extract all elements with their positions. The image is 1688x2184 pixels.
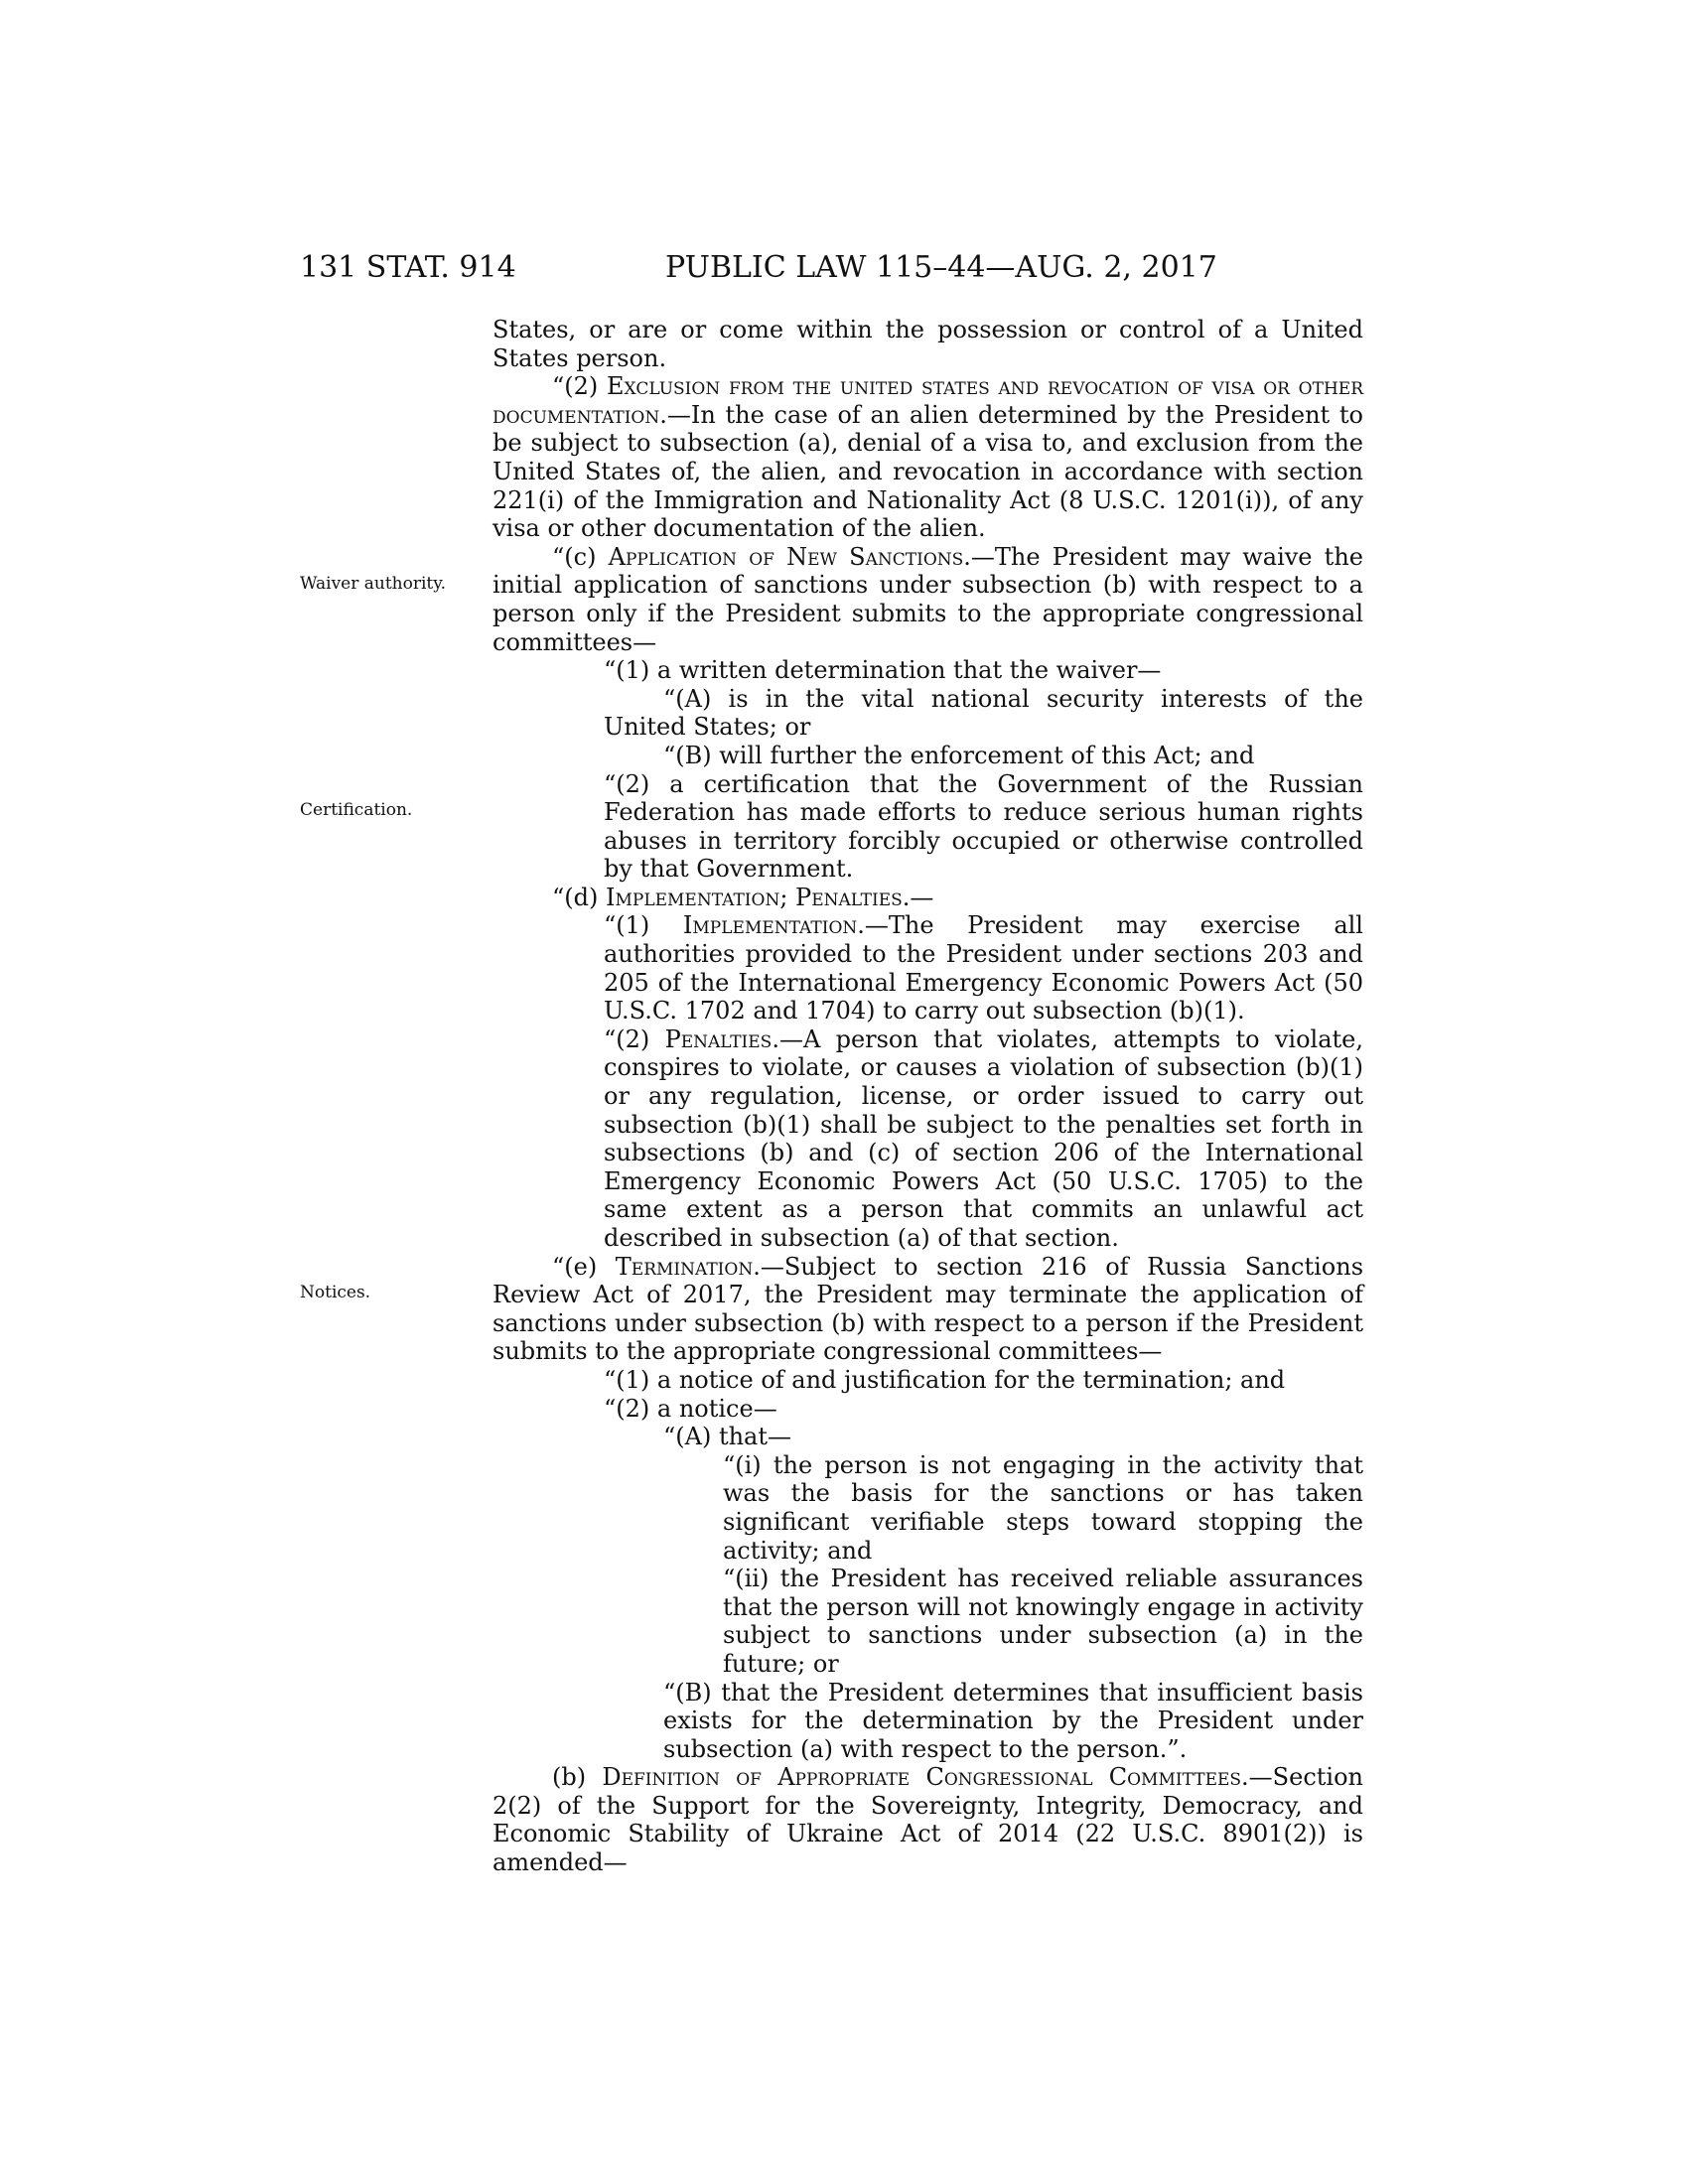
section-heading: Penalties — [664, 1024, 773, 1053]
section-heading: Application of New Sanctions — [608, 542, 964, 571]
page-header-law-title: PUBLIC LAW 115–44—AUG. 2, 2017 — [665, 250, 1217, 285]
section-heading: Definition of Appropriate Congressional Committees — [602, 1763, 1242, 1792]
paragraph: “(1) a written determination that the waiver— — [604, 656, 1162, 685]
section-heading: Exclusion from the united states and revocation of visa or other documentation — [492, 372, 1363, 429]
paragraph: “(2) a certification that the Government of the Russian Federation has made efforts to reduce serious human rights abuses in territory forcibly occupied or otherwise controlled by that Government. — [604, 769, 1363, 884]
section-heading: Implementation — [682, 911, 858, 940]
margin-note-certification: Certification. — [300, 800, 413, 820]
body-text — [492, 316, 1363, 1877]
margin-note-waiver: Waiver authority. — [300, 574, 447, 594]
paragraph: “(B) that the President determines that insufficient basis exists for the determination by the President under subsection (a) with respect to the person.”. — [663, 1678, 1363, 1763]
paragraph: “(A) is in the vital national security interests of the United States; or — [604, 684, 1363, 742]
paragraph: “(2) Exclusion from the united states and revocation of visa or other documentation.—In the case of an alien determined by the President to be subject to subsection (a), denial of a visa to, and exclusion from the United States of, the alien, and revocation in accordance with section 221(i) of the Immigration and Nationality Act (8 U.S.C. 1201(i)), of any visa or other documentation of the alien. — [492, 372, 1363, 543]
paragraph: “(A) that— — [663, 1423, 792, 1451]
paragraph: “(1) Implementation.—The President may exercise all authorities provided to the President under sections 203 and 205 of the International Emergency Economic Powers Act (50 U.S.C. 1702 and 1704) to carry out subsection (b)(1). — [604, 911, 1363, 1025]
paragraph: “(1) a notice of and justification for the termination; and — [604, 1365, 1286, 1394]
paragraph: (b) Definition of Appropriate Congressional Committees.—Section 2(2) of the Support for the Sovereignty, Integrity, Democracy, and Economic Stability of Ukraine Act of 2014 (22 U.S.C. 8901(2)) is amended— — [492, 1763, 1363, 1877]
section-heading: Implementation; Penalties — [606, 883, 903, 911]
paragraph: “(ii) the President has received reliable assurances that the person will not knowingly engage in activity subject to sanctions under subsection (a) in the future; or — [723, 1565, 1363, 1678]
paragraph: “(2) a notice— — [604, 1394, 777, 1423]
paragraph: “(c) Application of New Sanctions.—The President may waive the initial application of sanctions under subsection (b) with respect to a person only if the President submits to the appropriate congressional committees— — [492, 542, 1363, 656]
paragraph: “(B) will further the enforcement of this Act; and — [663, 741, 1255, 769]
page-header-statute-citation: 131 STAT. 914 — [300, 250, 516, 285]
paragraph: “(e) Termination.—Subject to section 216 of Russia Sanctions Review Act of 2017, the President may terminate the application of sanctions under subsection (b) with respect to a person if the President submits to the appropriate congressional committees— — [492, 1252, 1364, 1366]
section-heading: Termination — [615, 1252, 754, 1281]
paragraph: “(i) the person is not engaging in the activity that was the basis for the sanctions or has taken significant verifiable steps toward stopping the activity; and — [723, 1450, 1363, 1565]
paragraph: “(d) Implementation; Penalties.— — [552, 883, 934, 911]
margin-note-notices: Notices. — [300, 1283, 371, 1302]
paragraph: States, or are or come within the possession or control of a United States person. — [492, 316, 1363, 372]
paragraph: “(2) Penalties.—A person that violates, attempts to violate, conspires to violate, or causes a violation of subsection (b)(1) or any regulation, license, or order issued to carry out subsection (b)(1) shall be subject to the penalties set forth in subsections (b) and (c) of section 206 of the International Emergency Economic Powers Act (50 U.S.C. 1705) to the same extent as a person that commits an unlawful act described in subsection (a) of that section. — [604, 1024, 1363, 1252]
